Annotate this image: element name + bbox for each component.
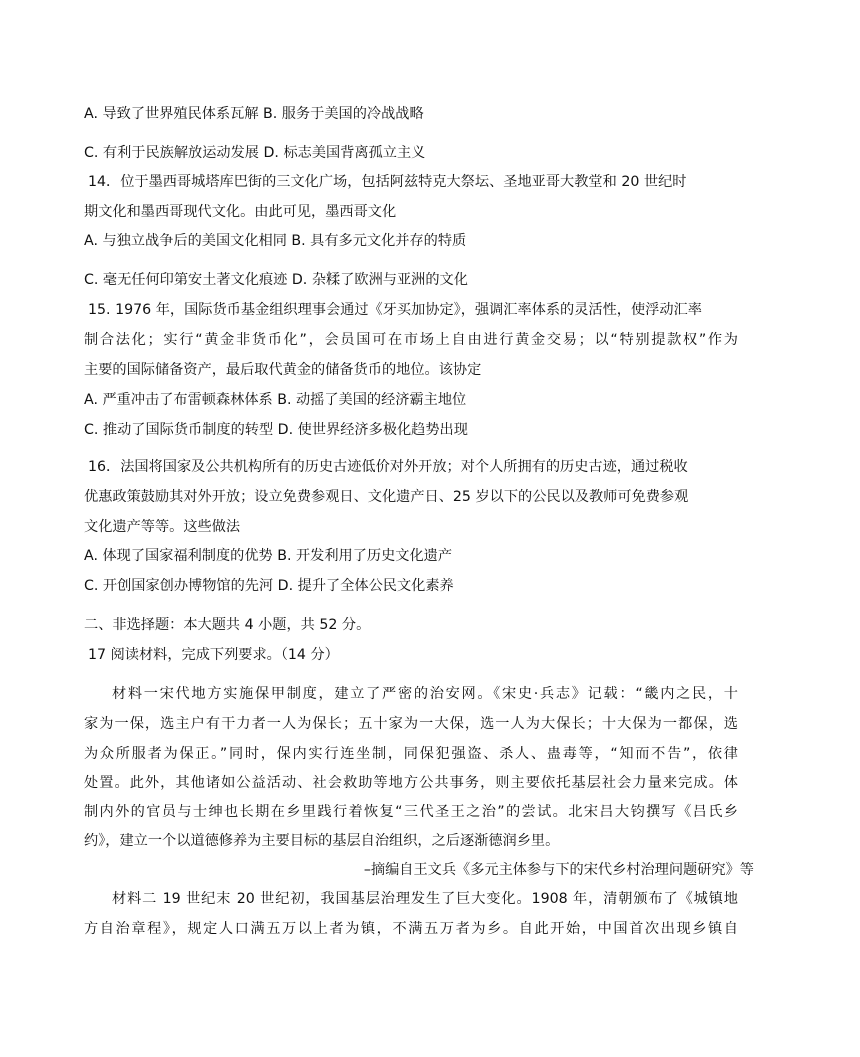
q17-instruction: 17 阅读材料，完成下列要求。（14 分）	[88, 647, 339, 663]
section-heading: 二、非选择题：本大题共 4 小题，共 52 分。	[84, 617, 371, 633]
q16-stem-line-3: 文化遗产等等。这些做法	[84, 519, 241, 535]
q14-stem-line-1: 14．位于墨西哥城塔库巴街的三文化广场，包括阿兹特克大祭坛、圣地亚哥大教堂和 20 世纪时	[88, 174, 687, 190]
q15-stem-line-1: 15. 1976 年，国际货币基金组织理事会通过《牙买加协定》，强调汇率体系的灵活性，使浮动汇率	[88, 302, 702, 318]
material-2-line-1: 材料二 19 世纪末 20 世纪初，我国基层治理发生了巨大变化。1908 年，清朝颁布了《城镇地	[112, 891, 738, 907]
q16-stem-line-1: 16．法国将国家及公共机构所有的历史古迹低价对外开放；对个人所拥有的历史古迹，通过税收	[88, 459, 688, 475]
material-1-line-2: 家为一保，选主户有干力者一人为保长；五十家为一大保，选一人为大保长；十大保为一都保，选	[84, 716, 738, 732]
q13-options-ab: A. 导致了世界殖民体系瓦解 B. 服务于美国的冷战战略	[84, 106, 424, 122]
material-1-line-4: 处置。此外，其他诸如公益活动、社会救助等地方公共事务，则主要依托基层社会力量来完成。体	[84, 775, 738, 791]
q14-stem-line-2: 期文化和墨西哥现代文化。由此可见，墨西哥文化	[84, 204, 397, 220]
q16-options-ab: A. 体现了国家福利制度的优势 B. 开发利用了历史文化遗产	[84, 548, 453, 564]
q15-stem-line-2: 制合法化；实行“黄金非货币化”，会员国可在市场上自由进行黄金交易；以“特别提款权”作为	[84, 332, 738, 348]
q14-options-ab: A. 与独立战争后的美国文化相同 B. 具有多元文化并存的特质	[84, 233, 467, 249]
material-1-line-5: 制内外的官员与士绅也长期在乡里践行着恢复“三代圣王之治”的尝试。北宋吕大钧撰写《吕氏乡	[84, 804, 738, 820]
q13-options-cd: C. 有利于民族解放运动发展 D. 标志美国背离孤立主义	[84, 145, 426, 161]
material-1-source: –摘编自王文兵《多元主体参与下的宋代乡村治理问题研究》等	[363, 862, 754, 878]
q16-options-cd: C. 开创国家创办博物馆的先河 D. 提升了全体公民文化素养	[84, 578, 454, 594]
q14-options-cd: C. 毫无任何印第安土著文化痕迹 D. 杂糅了欧洲与亚洲的文化	[84, 272, 468, 288]
q16-stem-line-2: 优惠政策鼓励其对外开放；设立免费参观日、文化遗产日、25 岁以下的公民以及教师可免费参观	[84, 489, 689, 505]
material-1-line-6: 约》，建立一个以道德修养为主要目标的基层自治组织，之后逐渐德润乡里。	[84, 833, 560, 849]
material-2-line-2: 方自治章程》，规定人口满五万以上者为镇，不满五万者为乡。自此开始，中国首次出现乡镇自	[84, 921, 738, 937]
material-1-line-3: 为众所服者为保正。”同时，保内实行连坐制，同保犯强盗、杀人、蛊毒等，“知而不告”，依律	[84, 746, 738, 762]
material-1-line-1: 材料一宋代地方实施保甲制度，建立了严密的治安网。《宋史·兵志》记载：“畿内之民，十	[112, 686, 738, 702]
q15-options-ab: A. 严重冲击了布雷顿森林体系 B. 动摇了美国的经济霸主地位	[84, 392, 467, 408]
q15-options-cd: C. 推动了国际货币制度的转型 D. 使世界经济多极化趋势出现	[84, 422, 468, 438]
q15-stem-line-3: 主要的国际储备资产，最后取代黄金的储备货币的地位。该协定	[84, 362, 482, 378]
